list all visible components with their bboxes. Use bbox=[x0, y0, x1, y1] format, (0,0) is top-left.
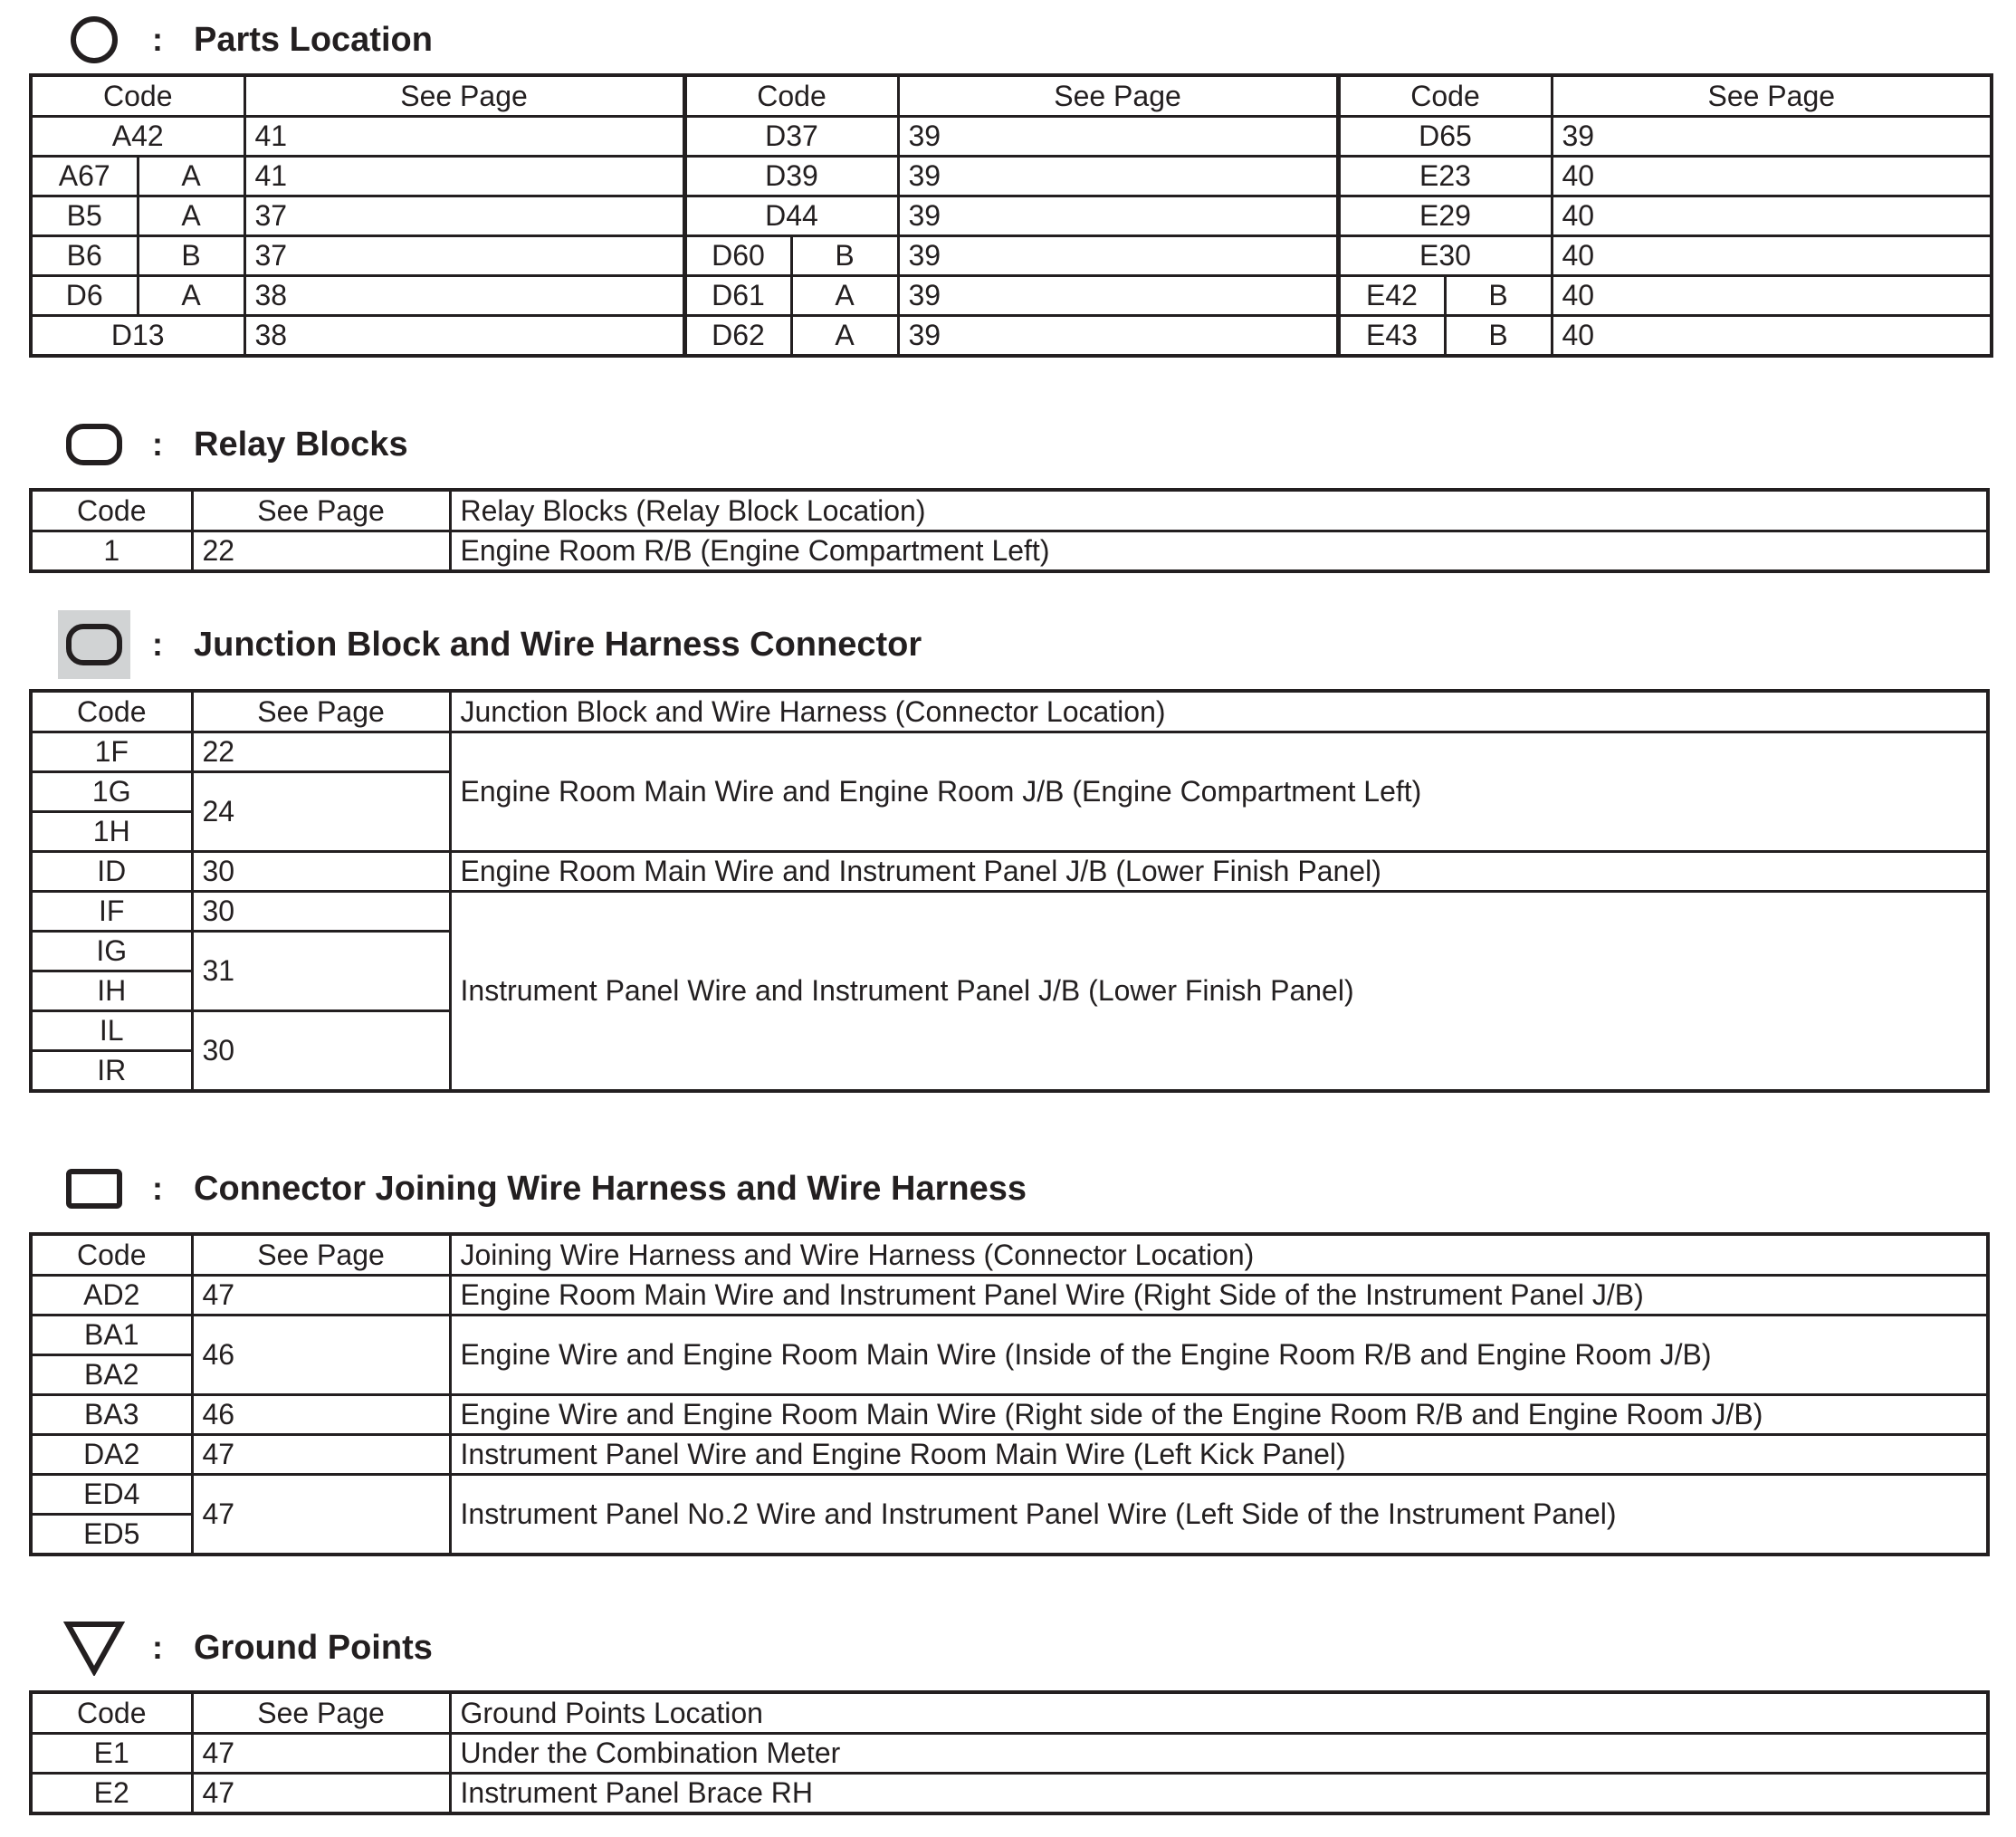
header-code: Code bbox=[31, 75, 244, 117]
header-code: Code bbox=[31, 490, 192, 531]
table-row bbox=[31, 316, 1992, 357]
part-sub-code: A bbox=[791, 276, 898, 316]
part-page: 40 bbox=[1552, 236, 1992, 276]
circle-icon bbox=[58, 5, 130, 74]
row-code: IL bbox=[31, 1011, 192, 1051]
part-page: 37 bbox=[244, 196, 684, 236]
section-header-relay-blocks bbox=[58, 410, 408, 479]
header-code: Code bbox=[31, 1692, 192, 1734]
row-page: 22 bbox=[192, 531, 450, 572]
part-code: D37 bbox=[684, 117, 898, 157]
connector-joining-table bbox=[29, 1232, 1990, 1556]
table-row bbox=[31, 892, 1988, 932]
part-page: 39 bbox=[898, 316, 1338, 357]
row-code: ED5 bbox=[31, 1515, 192, 1555]
row-code: 1G bbox=[31, 772, 192, 812]
part-page: 40 bbox=[1552, 196, 1992, 236]
row-location: Instrument Panel No.2 Wire and Instrument Panel Wire (Left Side of the Instrument Panel) bbox=[450, 1475, 1988, 1555]
part-code: D60 bbox=[684, 236, 791, 276]
part-sub-code: A bbox=[138, 196, 244, 236]
table-header-row bbox=[31, 75, 1992, 117]
header-see-page: See Page bbox=[244, 75, 684, 117]
row-location: Under the Combination Meter bbox=[450, 1734, 1988, 1774]
table-header-row bbox=[31, 1692, 1988, 1734]
row-code: E2 bbox=[31, 1774, 192, 1814]
junction-block-table bbox=[29, 689, 1990, 1093]
parts-location-table bbox=[29, 73, 1993, 358]
part-page: 38 bbox=[244, 316, 684, 357]
table-row bbox=[31, 276, 1992, 316]
section-colon: : bbox=[152, 426, 163, 463]
table-header-row bbox=[31, 691, 1988, 732]
row-code: 1 bbox=[31, 531, 192, 572]
row-location: Engine Room R/B (Engine Compartment Left) bbox=[450, 531, 1988, 572]
part-code: D65 bbox=[1338, 117, 1552, 157]
row-page: 47 bbox=[192, 1276, 450, 1316]
part-code: D44 bbox=[684, 196, 898, 236]
table-row bbox=[31, 1475, 1988, 1515]
section-colon: : bbox=[152, 1170, 163, 1207]
header-location: Relay Blocks (Relay Block Location) bbox=[450, 490, 1988, 531]
part-code: B5 bbox=[31, 196, 138, 236]
part-page: 41 bbox=[244, 157, 684, 196]
header-location: Ground Points Location bbox=[450, 1692, 1988, 1734]
row-code: BA1 bbox=[31, 1316, 192, 1355]
header-see-page: See Page bbox=[192, 490, 450, 531]
row-code: DA2 bbox=[31, 1435, 192, 1475]
section-title: Ground Points bbox=[194, 1628, 433, 1667]
row-location: Engine Wire and Engine Room Main Wire (Inside of the Engine Room R/B and Engine Room J/B) bbox=[450, 1316, 1988, 1395]
table-row bbox=[31, 1395, 1988, 1435]
section-colon: : bbox=[152, 21, 163, 58]
row-page: 46 bbox=[192, 1395, 450, 1435]
row-page: 46 bbox=[192, 1316, 450, 1395]
part-code: D39 bbox=[684, 157, 898, 196]
section-header-junction-block bbox=[58, 610, 922, 679]
part-code: D61 bbox=[684, 276, 791, 316]
part-page: 38 bbox=[244, 276, 684, 316]
header-code: Code bbox=[31, 1234, 192, 1276]
row-location: Engine Wire and Engine Room Main Wire (Right side of the Engine Room R/B and Engine Room J/B) bbox=[450, 1395, 1988, 1435]
section-colon: : bbox=[152, 626, 163, 663]
row-code: AD2 bbox=[31, 1276, 192, 1316]
ground-points-table bbox=[29, 1690, 1990, 1815]
table-row bbox=[31, 1734, 1988, 1774]
part-code: A42 bbox=[31, 117, 244, 157]
row-location: Instrument Panel Wire and Engine Room Main Wire (Left Kick Panel) bbox=[450, 1435, 1988, 1475]
header-code: Code bbox=[31, 691, 192, 732]
section-title: Connector Joining Wire Harness and Wire Harness bbox=[194, 1169, 1027, 1208]
table-row bbox=[31, 117, 1992, 157]
row-location: Engine Room Main Wire and Instrument Panel Wire (Right Side of the Instrument Panel J/B) bbox=[450, 1276, 1988, 1316]
row-code: ID bbox=[31, 852, 192, 892]
table-row bbox=[31, 1276, 1988, 1316]
header-code: Code bbox=[684, 75, 898, 117]
row-location: Instrument Panel Brace RH bbox=[450, 1774, 1988, 1814]
row-code: E1 bbox=[31, 1734, 192, 1774]
header-code: Code bbox=[1338, 75, 1552, 117]
part-code: A67 bbox=[31, 157, 138, 196]
section-header-ground-points bbox=[58, 1613, 433, 1682]
part-code: D6 bbox=[31, 276, 138, 316]
row-code: 1F bbox=[31, 732, 192, 772]
row-code: IF bbox=[31, 892, 192, 932]
part-code: E42 bbox=[1338, 276, 1445, 316]
row-location: Engine Room Main Wire and Instrument Panel J/B (Lower Finish Panel) bbox=[450, 852, 1988, 892]
row-page: 47 bbox=[192, 1774, 450, 1814]
rounded-rect-icon bbox=[58, 410, 130, 479]
part-sub-code: B bbox=[138, 236, 244, 276]
rectangle-icon bbox=[58, 1154, 130, 1223]
part-code: E30 bbox=[1338, 236, 1552, 276]
table-header-row bbox=[31, 1234, 1988, 1276]
part-code: D13 bbox=[31, 316, 244, 357]
row-page: 47 bbox=[192, 1435, 450, 1475]
row-code: BA2 bbox=[31, 1355, 192, 1395]
section-header-connector-joining bbox=[58, 1154, 1027, 1223]
header-see-page: See Page bbox=[192, 1692, 450, 1734]
part-page: 39 bbox=[898, 117, 1338, 157]
section-title: Relay Blocks bbox=[194, 425, 408, 464]
row-page: 30 bbox=[192, 1011, 450, 1092]
row-code: IR bbox=[31, 1051, 192, 1092]
row-code: 1H bbox=[31, 812, 192, 852]
row-location: Instrument Panel Wire and Instrument Panel J/B (Lower Finish Panel) bbox=[450, 892, 1988, 1092]
row-page: 30 bbox=[192, 852, 450, 892]
shaded-rounded-rect-icon bbox=[58, 610, 130, 679]
part-code: E29 bbox=[1338, 196, 1552, 236]
header-location: Junction Block and Wire Harness (Connector Location) bbox=[450, 691, 1988, 732]
part-page: 39 bbox=[1552, 117, 1992, 157]
table-row bbox=[31, 1774, 1988, 1814]
table-row bbox=[31, 852, 1988, 892]
triangle-down-icon bbox=[58, 1613, 130, 1682]
part-sub-code: A bbox=[791, 316, 898, 357]
header-see-page: See Page bbox=[1552, 75, 1992, 117]
table-row bbox=[31, 1435, 1988, 1475]
row-page: 30 bbox=[192, 892, 450, 932]
part-sub-code: B bbox=[791, 236, 898, 276]
part-sub-code: A bbox=[138, 276, 244, 316]
header-location: Joining Wire Harness and Wire Harness (Connector Location) bbox=[450, 1234, 1988, 1276]
row-code: ED4 bbox=[31, 1475, 192, 1515]
table-row bbox=[31, 157, 1992, 196]
section-title: Junction Block and Wire Harness Connector bbox=[194, 625, 922, 664]
part-code: B6 bbox=[31, 236, 138, 276]
header-see-page: See Page bbox=[192, 1234, 450, 1276]
part-sub-code: A bbox=[138, 157, 244, 196]
part-code: E23 bbox=[1338, 157, 1552, 196]
part-code: E43 bbox=[1338, 316, 1445, 357]
part-page: 40 bbox=[1552, 276, 1992, 316]
row-page: 47 bbox=[192, 1734, 450, 1774]
header-see-page: See Page bbox=[192, 691, 450, 732]
table-header-row bbox=[31, 490, 1988, 531]
part-page: 39 bbox=[898, 276, 1338, 316]
row-page: 31 bbox=[192, 932, 450, 1011]
table-row bbox=[31, 236, 1992, 276]
row-location: Engine Room Main Wire and Engine Room J/B (Engine Compartment Left) bbox=[450, 732, 1988, 852]
row-page: 47 bbox=[192, 1475, 450, 1555]
part-page: 39 bbox=[898, 196, 1338, 236]
row-code: IG bbox=[31, 932, 192, 971]
part-page: 41 bbox=[244, 117, 684, 157]
table-row bbox=[31, 1316, 1988, 1355]
relay-blocks-table bbox=[29, 488, 1990, 573]
table-row bbox=[31, 531, 1988, 572]
part-page: 39 bbox=[898, 157, 1338, 196]
row-code: BA3 bbox=[31, 1395, 192, 1435]
section-header-parts-location bbox=[58, 5, 433, 74]
section-colon: : bbox=[152, 1629, 163, 1666]
table-row bbox=[31, 196, 1992, 236]
part-page: 40 bbox=[1552, 157, 1992, 196]
table-row bbox=[31, 732, 1988, 772]
part-sub-code: B bbox=[1445, 316, 1552, 357]
part-code: D62 bbox=[684, 316, 791, 357]
part-sub-code: B bbox=[1445, 276, 1552, 316]
row-page: 24 bbox=[192, 772, 450, 852]
section-title: Parts Location bbox=[194, 20, 433, 59]
row-page: 22 bbox=[192, 732, 450, 772]
part-page: 37 bbox=[244, 236, 684, 276]
header-see-page: See Page bbox=[898, 75, 1338, 117]
row-code: IH bbox=[31, 971, 192, 1011]
part-page: 39 bbox=[898, 236, 1338, 276]
part-page: 40 bbox=[1552, 316, 1992, 357]
